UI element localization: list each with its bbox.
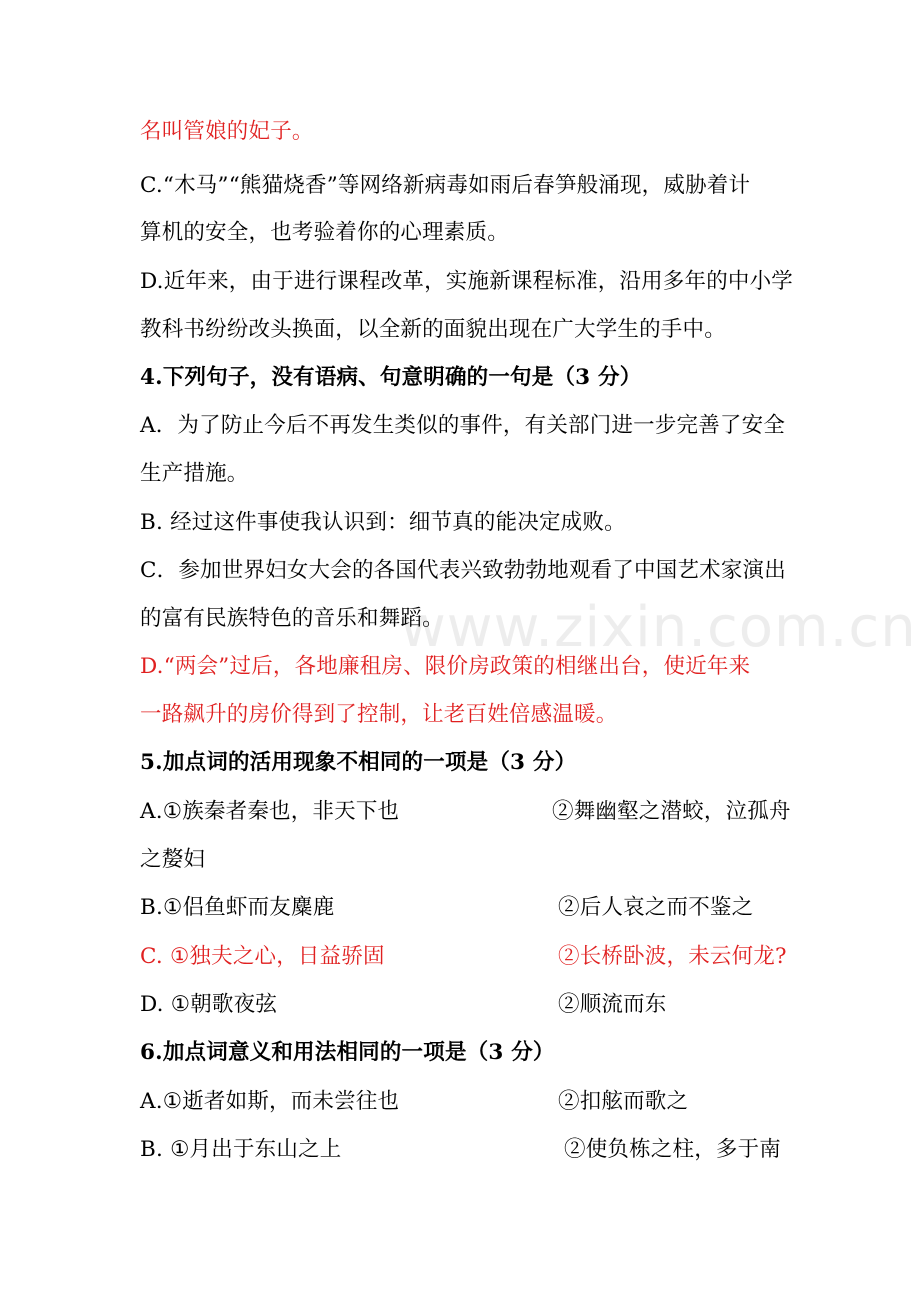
q4-option-d-line2: 一路飙升的房价得到了控制，让老百姓倍感温暖。 (140, 702, 618, 727)
q5-option-b-part1: B.①侣鱼虾而友麋鹿 (140, 895, 335, 920)
q3-option-c-line2: 算机的安全，也考验着你的心理素质。 (140, 220, 509, 245)
q3-option-d-line2: 教科书纷纷改头换面，以全新的面貌出现在广大学生的手中。 (140, 317, 726, 342)
q5-option-d-part2: ②顺流而东 (558, 992, 667, 1017)
q4-option-a-line1: A．为了防止今后不再发生类似的事件，有关部门进一步完善了安全 (140, 413, 786, 438)
q6-option-a-part1: A.①逝者如斯，而未尝往也 (140, 1089, 400, 1114)
q6-option-b-part1: B. ①月出于东山之上 (140, 1137, 342, 1162)
q5-option-a-part2: ②舞幽壑之潜蛟，泣孤舟 (552, 799, 791, 824)
q5-option-a-part1: A.①族秦者秦也，非天下也 (140, 799, 400, 824)
q5-option-c-part1: C. ①独夫之心，日益骄固 (140, 944, 385, 969)
watermark: www.zixin.com.cn (400, 595, 917, 660)
q4-option-c-line1: C．参加世界妇女大会的各国代表兴致勃勃地观看了中国艺术家演出 (140, 558, 786, 583)
q3-option-c-line1: C.“木马”“熊猫烧香”等网络新病毒如雨后春笋般涌现，威胁着计 (140, 173, 751, 198)
q4-title: 4.下列句子，没有语病、句意明确的一句是（3 分） (140, 365, 642, 390)
q6-option-b-part2: ②使负栋之柱，多于南 (564, 1137, 782, 1162)
q5-option-b-part2: ②后人哀之而不鉴之 (558, 895, 754, 920)
q5-option-a-part2-cont: 之嫠妇 (140, 847, 206, 872)
q4-option-b: B. 经过这件事使我认识到：细节真的能决定成败。 (140, 510, 626, 535)
q3-option-b-tail: 名叫管娘的妃子。 (140, 119, 314, 144)
q6-option-a-part2: ②扣舷而歌之 (558, 1089, 689, 1114)
q3-option-d-line1: D.近年来，由于进行课程改革，实施新课程标准，沿用多年的中小学 (140, 269, 794, 294)
q5-option-d-part1: D. ①朝歌夜弦 (140, 992, 278, 1017)
q4-option-a-line2: 生产措施。 (140, 461, 249, 486)
q4-option-d-line1: D.“两会”过后，各地廉租房、限价房政策的相继出台，使近年来 (140, 654, 751, 679)
q5-option-c-part2: ②长桥卧波，未云何龙? (558, 944, 787, 969)
q6-title: 6.加点词意义和用法相同的一项是（3 分） (140, 1040, 555, 1065)
q5-title: 5.加点词的活用现象不相同的一项是（3 分） (140, 750, 577, 775)
q4-option-c-line2: 的富有民族特色的音乐和舞蹈。 (140, 606, 444, 631)
